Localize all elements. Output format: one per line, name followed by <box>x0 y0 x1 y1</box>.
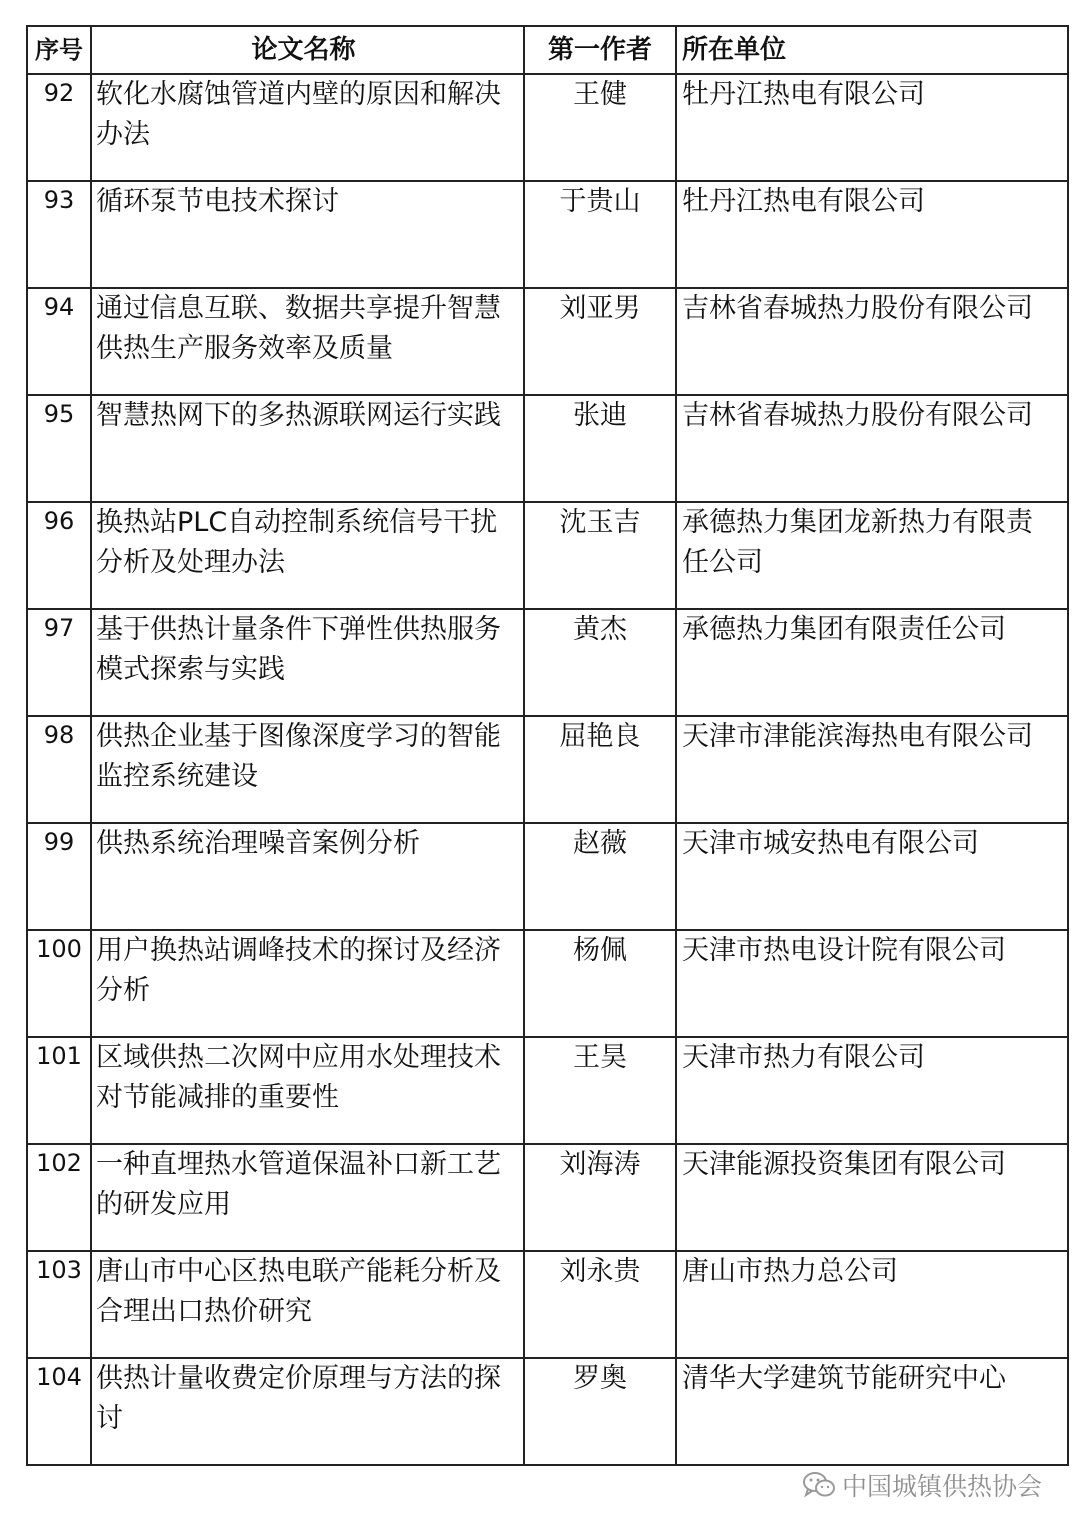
row-title: 软化水腐蚀管道内壁的原因和解决办法 <box>91 74 524 181</box>
row-author: 刘永贵 <box>524 1251 676 1358</box>
table-row <box>27 288 1068 395</box>
row-no: 92 <box>27 74 91 181</box>
header-author: 第一作者 <box>524 26 676 74</box>
table-row <box>27 74 1068 181</box>
row-title: 基于供热计量条件下弹性供热服务模式探索与实践 <box>91 609 524 716</box>
row-author: 王健 <box>524 74 676 181</box>
row-author: 黄杰 <box>524 609 676 716</box>
table-header-row <box>27 26 1068 74</box>
row-author: 杨佩 <box>524 930 676 1037</box>
row-title: 供热企业基于图像深度学习的智能监控系统建设 <box>91 716 524 823</box>
row-author: 刘海涛 <box>524 1144 676 1251</box>
row-org: 牡丹江热电有限公司 <box>676 74 1068 181</box>
row-org: 吉林省春城热力股份有限公司 <box>676 288 1068 395</box>
row-title: 一种直埋热水管道保温补口新工艺的研发应用 <box>91 1144 524 1251</box>
header-org: 所在单位 <box>676 26 1068 74</box>
row-author: 罗奥 <box>524 1358 676 1465</box>
row-title: 通过信息互联、数据共享提升智慧供热生产服务效率及质量 <box>91 288 524 395</box>
row-no: 102 <box>27 1144 91 1251</box>
row-title: 唐山市中心区热电联产能耗分析及合理出口热价研究 <box>91 1251 524 1358</box>
watermark-text: 中国城镇供热协会 <box>841 1472 1042 1501</box>
row-title: 用户换热站调峰技术的探讨及经济分析 <box>91 930 524 1037</box>
table-row <box>27 1037 1068 1144</box>
papers-table <box>26 25 1069 1466</box>
table-row <box>27 823 1068 930</box>
row-title: 区域供热二次网中应用水处理技术对节能减排的重要性 <box>91 1037 524 1144</box>
header-title: 论文名称 <box>91 26 524 74</box>
row-org: 天津市热力有限公司 <box>676 1037 1068 1144</box>
row-no: 103 <box>27 1251 91 1358</box>
table-row <box>27 930 1068 1037</box>
table-row <box>27 502 1068 609</box>
table-row <box>27 1251 1068 1358</box>
row-author: 刘亚男 <box>524 288 676 395</box>
row-org: 天津市城安热电有限公司 <box>676 823 1068 930</box>
row-no: 98 <box>27 716 91 823</box>
table-row <box>27 609 1068 716</box>
row-no: 101 <box>27 1037 91 1144</box>
row-no: 96 <box>27 502 91 609</box>
row-author: 王昊 <box>524 1037 676 1144</box>
row-org: 牡丹江热电有限公司 <box>676 181 1068 288</box>
row-author: 于贵山 <box>524 181 676 288</box>
row-title: 供热系统治理噪音案例分析 <box>91 823 524 930</box>
row-no: 99 <box>27 823 91 930</box>
table-row <box>27 1144 1068 1251</box>
table-body <box>27 74 1068 1465</box>
row-org: 承德热力集团龙新热力有限责任公司 <box>676 502 1068 609</box>
row-no: 93 <box>27 181 91 288</box>
row-org: 天津市津能滨海热电有限公司 <box>676 716 1068 823</box>
row-author: 张迪 <box>524 395 676 502</box>
row-author: 屈艳良 <box>524 716 676 823</box>
row-no: 94 <box>27 288 91 395</box>
table-row <box>27 1358 1068 1465</box>
row-org: 天津能源投资集团有限公司 <box>676 1144 1068 1251</box>
row-author: 沈玉吉 <box>524 502 676 609</box>
row-title: 循环泵节电技术探讨 <box>91 181 524 288</box>
table-row <box>27 395 1068 502</box>
row-author: 赵薇 <box>524 823 676 930</box>
row-no: 95 <box>27 395 91 502</box>
wechat-icon <box>802 1470 836 1500</box>
row-org: 天津市热电设计院有限公司 <box>676 930 1068 1037</box>
header-no: 序号 <box>27 26 91 74</box>
table-row <box>27 716 1068 823</box>
row-no: 104 <box>27 1358 91 1465</box>
row-no: 100 <box>27 930 91 1037</box>
row-org: 吉林省春城热力股份有限公司 <box>676 395 1068 502</box>
row-title: 供热计量收费定价原理与方法的探讨 <box>91 1358 524 1465</box>
row-title: 智慧热网下的多热源联网运行实践 <box>91 395 524 502</box>
row-org: 唐山市热力总公司 <box>676 1251 1068 1358</box>
watermark <box>802 1467 1042 1503</box>
table-row <box>27 181 1068 288</box>
row-org: 承德热力集团有限责任公司 <box>676 609 1068 716</box>
row-no: 97 <box>27 609 91 716</box>
row-title: 换热站PLC自动控制系统信号干扰分析及处理办法 <box>91 502 524 609</box>
row-org: 清华大学建筑节能研究中心 <box>676 1358 1068 1465</box>
